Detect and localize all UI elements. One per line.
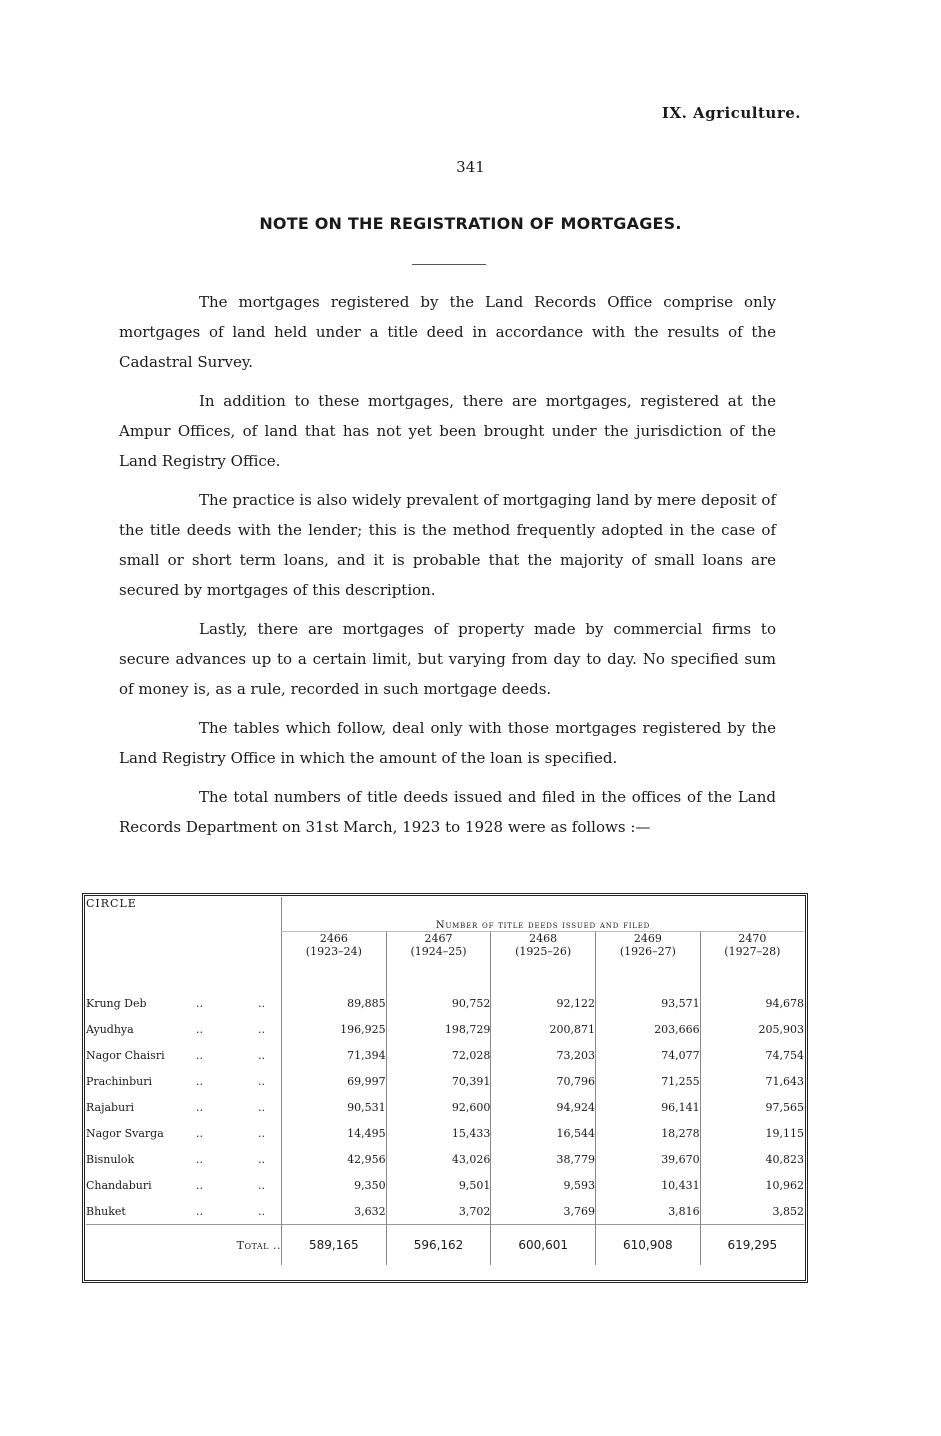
year-ce: (1927–28) <box>724 945 781 958</box>
value-cell: 97,565 <box>700 1094 804 1120</box>
value-cell: 3,852 <box>700 1198 804 1225</box>
value-cell: 96,141 <box>596 1094 701 1120</box>
table-row <box>86 1172 804 1198</box>
total-row <box>86 1225 804 1266</box>
value-cell: 205,903 <box>700 1016 804 1042</box>
paragraph-2: In addition to these mortgages, there are mortgages, registered at the Ampur Offices, of land that has not yet been brought under the jurisdiction of the Land Registry Office. <box>119 392 776 470</box>
year-be: 2469 <box>633 932 662 945</box>
circle-name: Bisnulok <box>86 1152 135 1166</box>
value-cell: 3,816 <box>596 1198 701 1225</box>
value-cell: 70,796 <box>491 1068 596 1094</box>
leader-dots: .. <box>196 1022 203 1036</box>
circle-name: Rajaburi <box>86 1100 134 1114</box>
total-value: 589,165 <box>282 1225 387 1266</box>
value-cell: 74,754 <box>700 1042 804 1068</box>
paragraph-5: The tables which follow, deal only with those mortgages registered by the Land Registry Office in which the amount of the loan is specified. <box>119 719 776 767</box>
circle-column-header: CIRCLE <box>86 897 137 910</box>
year-header <box>596 932 701 991</box>
total-value: 610,908 <box>596 1225 701 1266</box>
value-cell: 92,600 <box>386 1094 491 1120</box>
value-cell: 203,666 <box>596 1016 701 1042</box>
paragraph-3: The practice is also widely prevalent of mortgaging land by mere deposit of the title deeds with the lender; this is the method frequently adopted in the case of small or short term loans, and it is probable that the majority of small loans are secured by mortgages of this description. <box>119 491 776 599</box>
value-cell: 93,571 <box>596 990 701 1016</box>
circle-name: Prachinburi <box>86 1074 152 1088</box>
table-row <box>86 1042 804 1068</box>
title-deeds-table <box>86 897 804 1265</box>
leader-dots: .. <box>196 1074 203 1088</box>
value-cell: 69,997 <box>282 1068 387 1094</box>
circle-cell <box>86 1094 282 1120</box>
year-header <box>700 932 804 991</box>
value-cell: 39,670 <box>596 1146 701 1172</box>
table-row <box>86 1094 804 1120</box>
leader-dots: .. <box>258 996 265 1010</box>
circle-name: Krung Deb <box>86 996 147 1010</box>
total-value: 619,295 <box>700 1225 804 1266</box>
circle-name: Bhuket <box>86 1204 126 1218</box>
value-cell: 19,115 <box>700 1120 804 1146</box>
leader-dots: .. <box>196 996 203 1010</box>
year-be: 2466 <box>319 932 348 945</box>
value-cell: 72,028 <box>386 1042 491 1068</box>
circle-cell <box>86 1172 282 1198</box>
circle-name: Nagor Chaisri <box>86 1048 165 1062</box>
year-be: 2468 <box>529 932 558 945</box>
value-cell: 200,871 <box>491 1016 596 1042</box>
year-ce: (1923–24) <box>305 945 362 958</box>
value-cell: 74,077 <box>596 1042 701 1068</box>
value-cell: 71,643 <box>700 1068 804 1094</box>
table-row <box>86 1146 804 1172</box>
value-cell: 14,495 <box>282 1120 387 1146</box>
year-be: 2467 <box>424 932 453 945</box>
value-cell: 42,956 <box>282 1146 387 1172</box>
value-cell: 10,962 <box>700 1172 804 1198</box>
value-cell: 90,531 <box>282 1094 387 1120</box>
total-label-cell <box>86 1225 282 1266</box>
leader-dots: .. <box>258 1126 265 1140</box>
page-title: NOTE ON THE REGISTRATION OF MORTGAGES. <box>259 214 682 233</box>
year-header <box>386 932 491 991</box>
value-cell: 92,122 <box>491 990 596 1016</box>
circle-cell <box>86 1042 282 1068</box>
page-number: 341 <box>456 158 485 176</box>
leader-dots: .. <box>258 1048 265 1062</box>
table-row <box>86 990 804 1016</box>
circle-name: Chandaburi <box>86 1178 152 1192</box>
value-cell: 89,885 <box>282 990 387 1016</box>
value-cell: 18,278 <box>596 1120 701 1146</box>
year-header <box>491 932 596 991</box>
leader-dots: .. <box>273 1238 281 1252</box>
value-cell: 9,501 <box>386 1172 491 1198</box>
leader-dots: .. <box>196 1100 203 1114</box>
circle-cell <box>86 990 282 1016</box>
total-value: 600,601 <box>491 1225 596 1266</box>
leader-dots: .. <box>196 1204 203 1218</box>
value-cell: 38,779 <box>491 1146 596 1172</box>
leader-dots: .. <box>196 1048 203 1062</box>
leader-dots: .. <box>258 1022 265 1036</box>
leader-dots: .. <box>258 1100 265 1114</box>
leader-dots: .. <box>258 1074 265 1088</box>
circle-name: Nagor Svarga <box>86 1126 164 1140</box>
paragraph-4: Lastly, there are mortgages of property made by commercial firms to secure advances up to a certain limit, but varying from day to day. No specified sum of money is, as a rule, recorded in such mortgage deeds. <box>119 620 776 698</box>
value-cell: 196,925 <box>282 1016 387 1042</box>
value-cell: 10,431 <box>596 1172 701 1198</box>
value-cell: 43,026 <box>386 1146 491 1172</box>
value-cell: 3,769 <box>491 1198 596 1225</box>
value-cell: 9,593 <box>491 1172 596 1198</box>
table-row <box>86 1016 804 1042</box>
value-cell: 71,394 <box>282 1042 387 1068</box>
value-cell: 70,391 <box>386 1068 491 1094</box>
circle-cell <box>86 1120 282 1146</box>
value-cell: 9,350 <box>282 1172 387 1198</box>
group-header: Number of title deeds issued and filed <box>282 897 805 932</box>
leader-dots: .. <box>196 1152 203 1166</box>
circle-cell <box>86 1068 282 1094</box>
value-cell: 198,729 <box>386 1016 491 1042</box>
paragraph-1: The mortgages registered by the Land Records Office comprise only mortgages of land held under a title deed in accordance with the results of the Cadastral Survey. <box>119 293 776 371</box>
year-ce: (1925–26) <box>515 945 572 958</box>
value-cell: 90,752 <box>386 990 491 1016</box>
leader-dots: .. <box>258 1152 265 1166</box>
table-row <box>86 1068 804 1094</box>
paragraph-6: The total numbers of title deeds issued and filed in the offices of the Land Records Department on 31st March, 1923 to 1928 were as follows :— <box>119 788 776 836</box>
total-value: 596,162 <box>386 1225 491 1266</box>
leader-dots: .. <box>258 1204 265 1218</box>
table-row <box>86 1120 804 1146</box>
value-cell: 16,544 <box>491 1120 596 1146</box>
leader-dots: .. <box>258 1178 265 1192</box>
value-cell: 94,924 <box>491 1094 596 1120</box>
year-be: 2470 <box>738 932 767 945</box>
section-header: IX. Agriculture. <box>661 104 801 122</box>
value-cell: 3,632 <box>282 1198 387 1225</box>
value-cell: 3,702 <box>386 1198 491 1225</box>
circle-cell <box>86 1016 282 1042</box>
value-cell: 71,255 <box>596 1068 701 1094</box>
body-text <box>119 287 776 851</box>
total-label: Total <box>236 1238 269 1252</box>
circle-cell <box>86 1198 282 1225</box>
value-cell: 40,823 <box>700 1146 804 1172</box>
circle-cell <box>86 1146 282 1172</box>
year-ce: (1924–25) <box>410 945 467 958</box>
leader-dots: .. <box>196 1126 203 1140</box>
circle-name: Ayudhya <box>86 1022 134 1036</box>
year-header <box>282 932 387 991</box>
value-cell: 15,433 <box>386 1120 491 1146</box>
year-ce: (1926–27) <box>619 945 676 958</box>
leader-dots: .. <box>196 1178 203 1192</box>
table-row <box>86 1198 804 1225</box>
value-cell: 94,678 <box>700 990 804 1016</box>
title-divider <box>412 264 486 265</box>
value-cell: 73,203 <box>491 1042 596 1068</box>
